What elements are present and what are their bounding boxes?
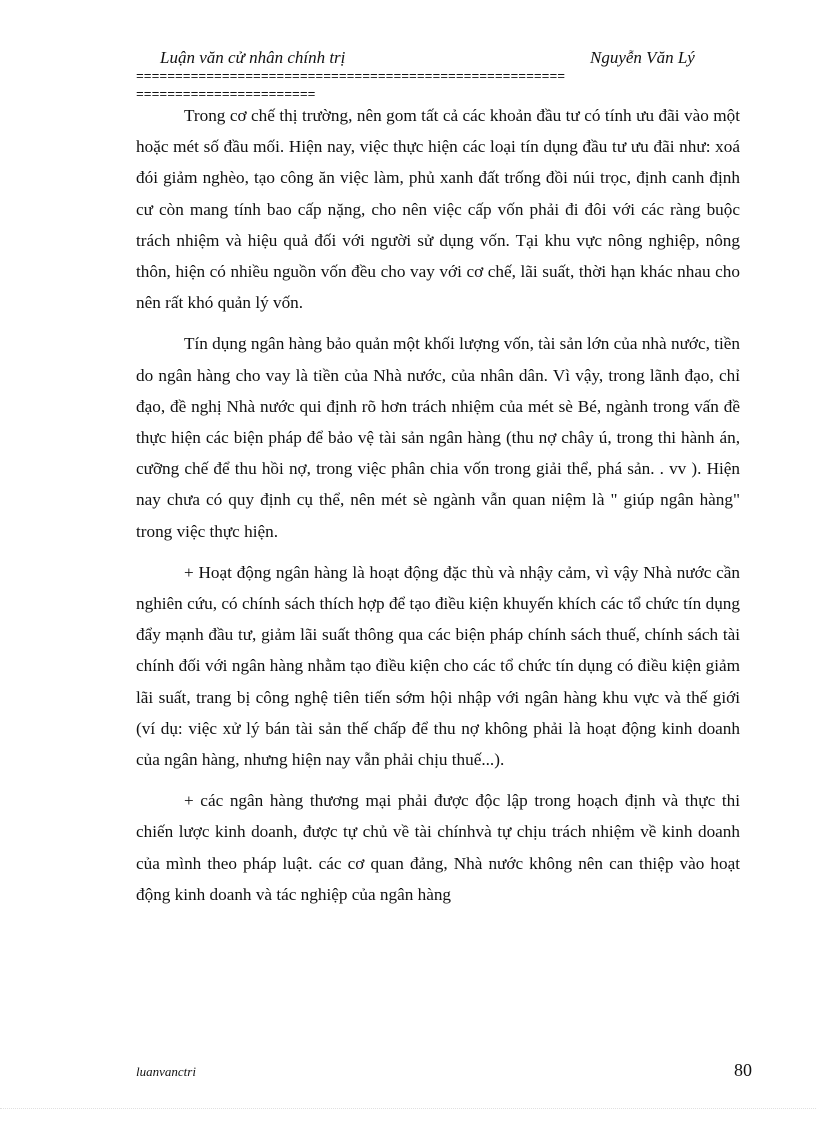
paragraph: + Hoạt động ngân hàng là hoạt động đặc thù và nhậy cảm, vì vậy Nhà nước cần nghiên cứu, có chính sách thích hợp để tạo điều kiện khuyến khích các tổ chức tín dụng đẩy mạnh đầu tư, giảm lãi suất thông qua các biện pháp chính sách thuế, chính sách tài chính đối với ngân hàng nhằm tạo điều kiện cho các tổ chức tín dụng có điều kiện giảm lãi suất, trang bị công nghệ tiên tiến sớm hội nhập với ngân hàng khu vực và thế giới (ví dụ: việc xử lý bán tài sản thế chấp để thu nợ không phải là hoạt động kinh doanh của ngân hàng, nhưng hiện nay vẫn phải chịu thuế...). [136,562,740,770]
paragraph: + các ngân hàng thương mại phải được độc lập trong hoạch định và thực thi chiến lược kinh doanh, được tự chủ về tài chínhvà tự chịu trách nhiệm về kinh doanh của mình theo pháp luật. các cơ quan đảng, Nhà nước không nên can thiệp vào hoạt động kinh doanh và tác nghiệp của ngân hàng [136,791,740,904]
header-rule-line-2: ======================= [136,88,316,101]
footer-source: luanvanctri [136,1064,196,1079]
header-author: Nguyễn Văn Lý [590,48,695,67]
paragraph: Tín dụng ngân hàng bảo quản một khối lượng vốn, tài sản lớn của nhà nước, tiền do ngân hàng cho vay là tiền của Nhà nước, của nhân dân. Vì vậy, trong lãnh đạo, chỉ đạo, đề nghị Nhà nước qui định rõ hơn trách nhiệm của mét sè Bé, ngành trong vấn đề thực hiện các biện pháp để bảo vệ tài sản ngân hàng (thu nợ chây ú, trong thi hành án, cưỡng chế để thu hồi nợ, trong việc phân chia vốn trong giải thể, phá sản. . vv ). Hiện nay chưa có quy định cụ thể, nên mét sè ngành vẫn quan niệm là " giúp ngân hàng" trong việc thực hiện. [136,334,740,541]
header-title: Luận văn cử nhân chính trị [160,48,346,67]
bottom-divider [0,1108,816,1109]
page-number: 80 [734,1060,752,1080]
body-text [136,100,740,920]
header-rule-line-1: ======================================================= [136,70,566,83]
paragraph: Trong cơ chế thị trường, nên gom tất cả các khoản đầu tư có tính ưu đãi vào một hoặc mét số đầu mối. Hiện nay, việc thực hiện các loại tín dụng đầu tư ưu đãi như: xoá đói giảm nghèo, tạo công ăn việc làm, phủ xanh đất trống đồi núi trọc, định canh định cư còn mang tính bao cấp nặng, cho nên việc cấp vốn phải đi đôi với các ràng buộc trách nhiệm và hiệu quả đối với người sử dụng vốn. Tại khu vực nông nghiệp, nông thôn, hiện có nhiều nguồn vốn đều cho vay với cơ chế, lãi suất, thời hạn khác nhau cho nên rất khó quản lý vốn. [136,106,740,313]
